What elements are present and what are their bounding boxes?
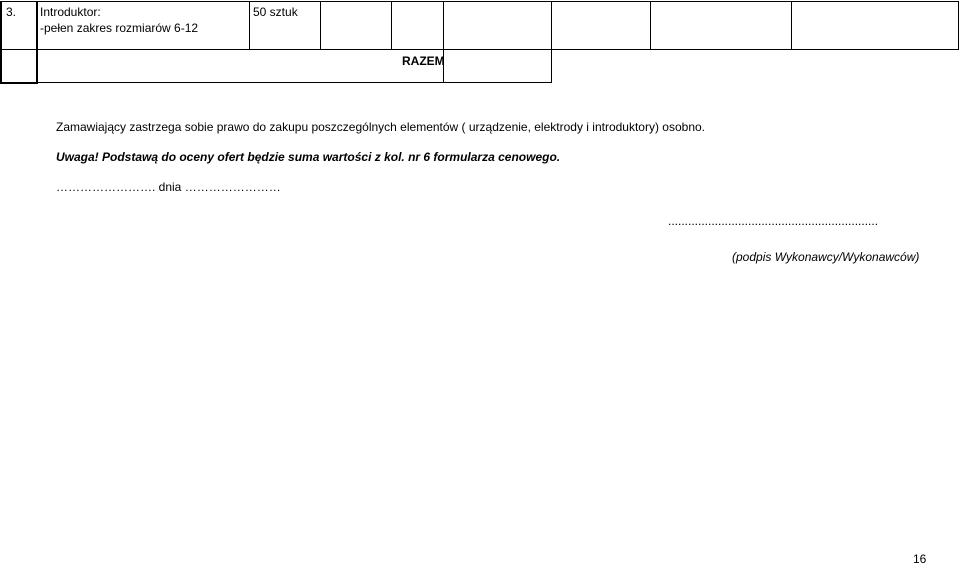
grid-line — [38, 82, 552, 83]
note-text: Uwaga! Podstawą do oceny ofert będzie suma wartości z kol. nr 6 formularza cenowego. — [56, 150, 561, 164]
item-description: -pełen zakres rozmiarów 6-12 — [40, 21, 199, 35]
item-name: Introduktor: — [40, 5, 101, 19]
grid-line — [320, 1, 321, 49]
grid-line — [0, 49, 959, 50]
grid-line — [551, 1, 552, 83]
grid-line — [36, 1, 38, 84]
date-line: ……………………. dnia …………………… — [56, 180, 281, 194]
grid-line — [0, 82, 38, 84]
reservation-text: Zamawiający zastrzega sobie prawo do zakupu poszczególnych elementów ( urządzenie, elektrody i introduktory) osobno. — [56, 120, 706, 134]
grid-line — [391, 1, 392, 49]
grid-line — [249, 1, 250, 49]
grid-line — [0, 1, 2, 84]
total-label: RAZEM — [402, 54, 445, 68]
item-quantity: 50 sztuk — [253, 5, 298, 19]
row-number: 3. — [6, 5, 17, 19]
signature-dots: ............................................................... — [668, 214, 879, 228]
grid-line — [443, 1, 444, 83]
signature-label: (podpis Wykonawcy/Wykonawców) — [732, 250, 920, 264]
grid-line — [958, 1, 959, 49]
grid-line — [791, 1, 792, 49]
page-number: 16 — [913, 552, 927, 566]
grid-line — [650, 1, 651, 49]
grid-line — [0, 1, 959, 2]
